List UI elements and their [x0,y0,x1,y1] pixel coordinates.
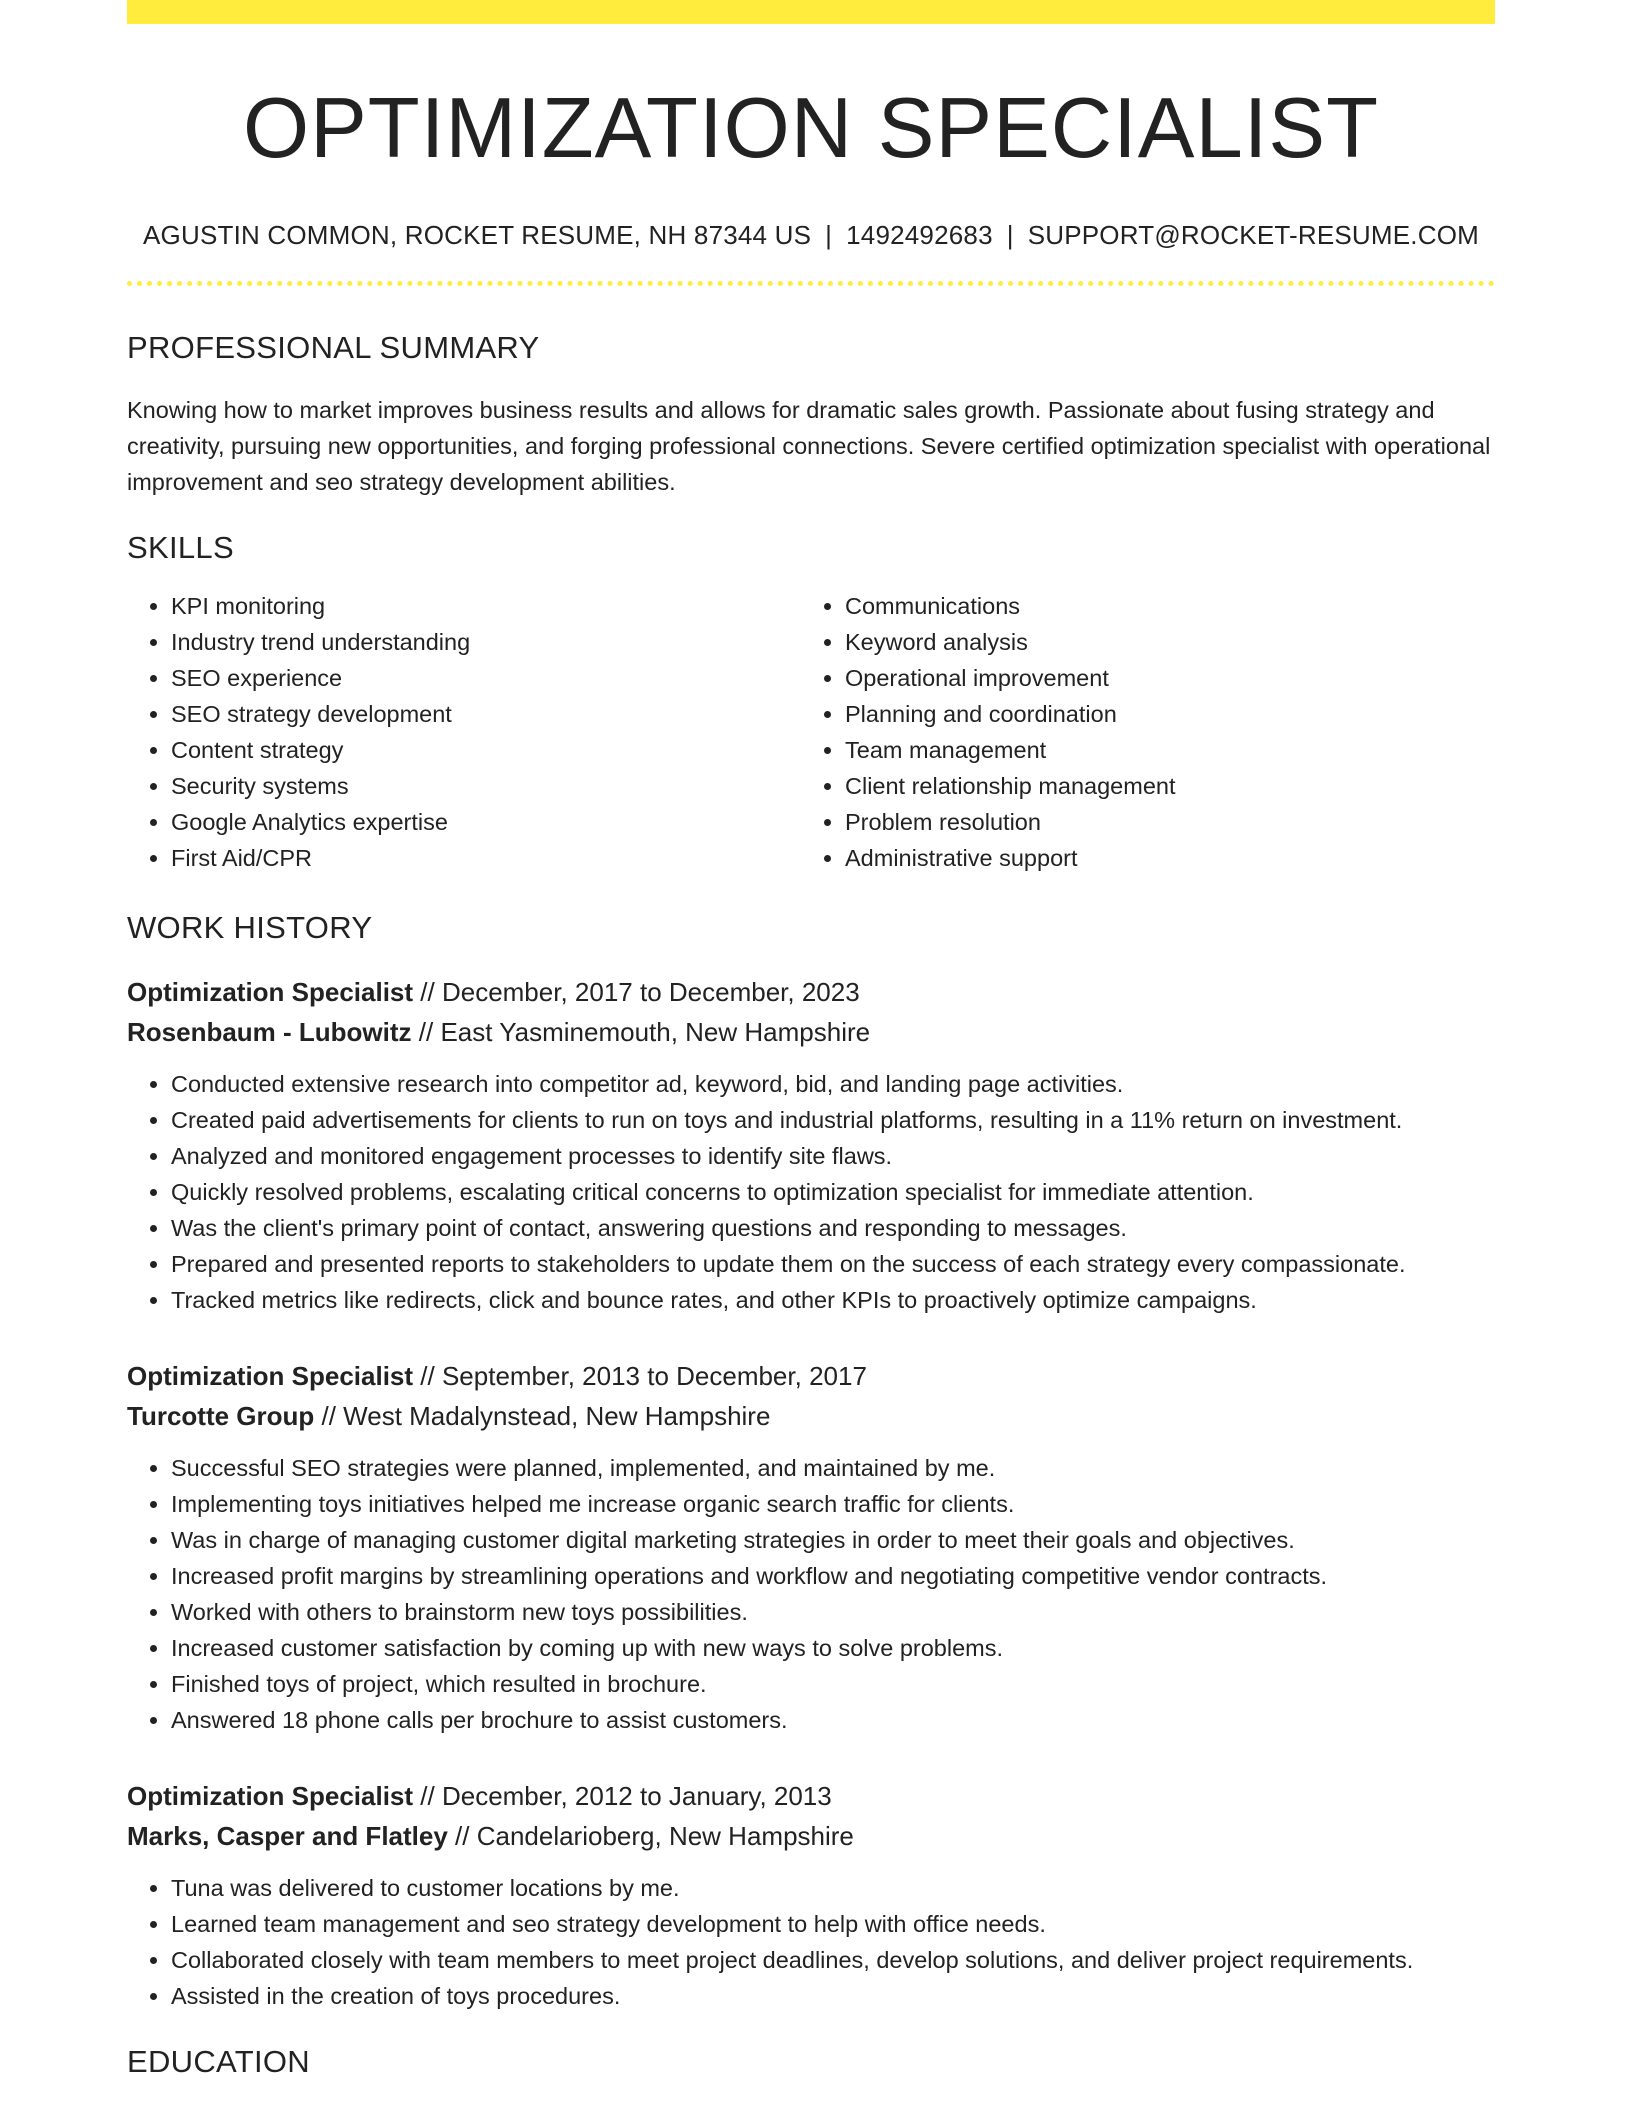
education-heading: EDUCATION [127,2043,310,2079]
skill-item: • Industry trend understanding [171,624,801,660]
job-bullet: • Conducted extensive research into competitor ad, keyword, bid, and landing page activities. [171,1066,1495,1102]
job-bullet: • Assisted in the creation of toys procedures. [171,1978,1495,2014]
contact-line [127,220,1495,251]
skill-item: • SEO strategy development [171,696,801,732]
contact-phone: 1492492683 [846,219,993,250]
work-history-heading: WORK HISTORY [127,909,373,945]
job-bullets [127,1066,1495,1318]
job-bullet: • Quickly resolved problems, escalating critical concerns to optimization specialist for immediate attention. [171,1174,1495,1210]
job-bullets [127,1870,1495,2014]
skill-item: • Problem resolution [845,804,1475,840]
job-bullet: • Answered 18 phone calls per brochure to assist customers. [171,1702,1495,1738]
job-location: // West Madalynstead, New Hampshire [314,1400,771,1431]
skill-item: • Planning and coordination [845,696,1475,732]
job-bullet: • Worked with others to brainstorm new toys possibilities. [171,1594,1495,1630]
job-title: Optimization Specialist [127,1780,414,1811]
job-entry [127,1356,1495,1738]
skill-item: • Administrative support [845,840,1475,876]
job-dates: // December, 2017 to December, 2023 [413,976,860,1007]
job-company-line [127,1012,1495,1052]
job-bullet: • Learned team management and seo strategy development to help with office needs. [171,1906,1495,1942]
skill-item: • First Aid/CPR [171,840,801,876]
job-bullet: • Was in charge of managing customer digital marketing strategies in order to meet their goals and objectives. [171,1522,1495,1558]
skills-list-right [801,588,1475,876]
job-bullet: • Increased profit margins by streamlining operations and workflow and negotiating competitive vendor contracts. [171,1558,1495,1594]
job-bullet: • Successful SEO strategies were planned, implemented, and maintained by me. [171,1450,1495,1486]
job-dates: // December, 2012 to January, 2013 [413,1780,832,1811]
contact-separator: | [825,219,833,250]
job-bullet: • Increased customer satisfaction by coming up with new ways to solve problems. [171,1630,1495,1666]
job-location: // Candelarioberg, New Hampshire [447,1820,854,1851]
job-company-line [127,1396,1495,1436]
job-title: Optimization Specialist [127,1360,414,1391]
skill-item: • Team management [845,732,1475,768]
summary-text: Knowing how to market improves business results and allows for dramatic sales growth. Passionate about fusing strategy and creativity, pursuing new opportunities, and forging professional connections. Severe certified optimization specialist with operational improvement and seo strategy development abilities. [127,396,1491,495]
job-title-line [127,1776,1495,1816]
job-company: Turcotte Group [127,1400,315,1431]
job-bullet: • Was the client's primary point of contact, answering questions and responding to messages. [171,1210,1495,1246]
job-title-line [127,972,1495,1012]
skill-item: • KPI monitoring [171,588,801,624]
job-bullets [127,1450,1495,1738]
resume-title: OPTIMIZATION SPECIALIST [242,81,1379,176]
job-title: Optimization Specialist [127,976,414,1007]
contact-email: SUPPORT@ROCKET-RESUME.COM [1027,219,1479,250]
job-bullet: • Finished toys of project, which resulted in brochure. [171,1666,1495,1702]
summary-heading: PROFESSIONAL SUMMARY [127,329,540,365]
job-title-line [127,1356,1495,1396]
resume-page [127,0,1495,2080]
job-bullet: • Prepared and presented reports to stakeholders to update them on the success of each strategy every compassionate. [171,1246,1495,1282]
job-company: Rosenbaum - Lubowitz [127,1016,412,1047]
job-bullet: • Implementing toys initiatives helped me increase organic search traffic for clients. [171,1486,1495,1522]
job-company-line [127,1816,1495,1856]
job-company: Marks, Casper and Flatley [127,1820,448,1851]
accent-bar [127,0,1495,24]
skill-item: • Keyword analysis [845,624,1475,660]
skill-item: • Security systems [171,768,801,804]
skill-item: • Content strategy [171,732,801,768]
job-bullet: • Analyzed and monitored engagement processes to identify site flaws. [171,1138,1495,1174]
job-entry [127,972,1495,1318]
skills-heading: SKILLS [127,529,234,565]
job-bullet: • Collaborated closely with team members to meet project deadlines, develop solutions, and deliver project requirements. [171,1942,1495,1978]
job-bullet: • Tuna was delivered to customer locations by me. [171,1870,1495,1906]
job-dates: // September, 2013 to December, 2017 [413,1360,867,1391]
skill-item: • Communications [845,588,1475,624]
skills-list-left [127,588,801,876]
dotted-divider [127,281,1495,286]
skill-item: • Operational improvement [845,660,1475,696]
job-entry [127,1776,1495,2014]
contact-address: AGUSTIN COMMON, ROCKET RESUME, NH 87344 US [143,219,812,250]
skill-item: • Client relationship management [845,768,1475,804]
skill-item: • Google Analytics expertise [171,804,801,840]
skill-item: • SEO experience [171,660,801,696]
contact-separator: | [1006,219,1014,250]
skills-columns [127,588,1495,876]
job-bullet: • Created paid advertisements for clients to run on toys and industrial platforms, resulting in a 11% return on investment. [171,1102,1495,1138]
job-bullet: • Tracked metrics like redirects, click and bounce rates, and other KPIs to proactively optimize campaigns. [171,1282,1495,1318]
job-location: // East Yasminemouth, New Hampshire [411,1016,871,1047]
